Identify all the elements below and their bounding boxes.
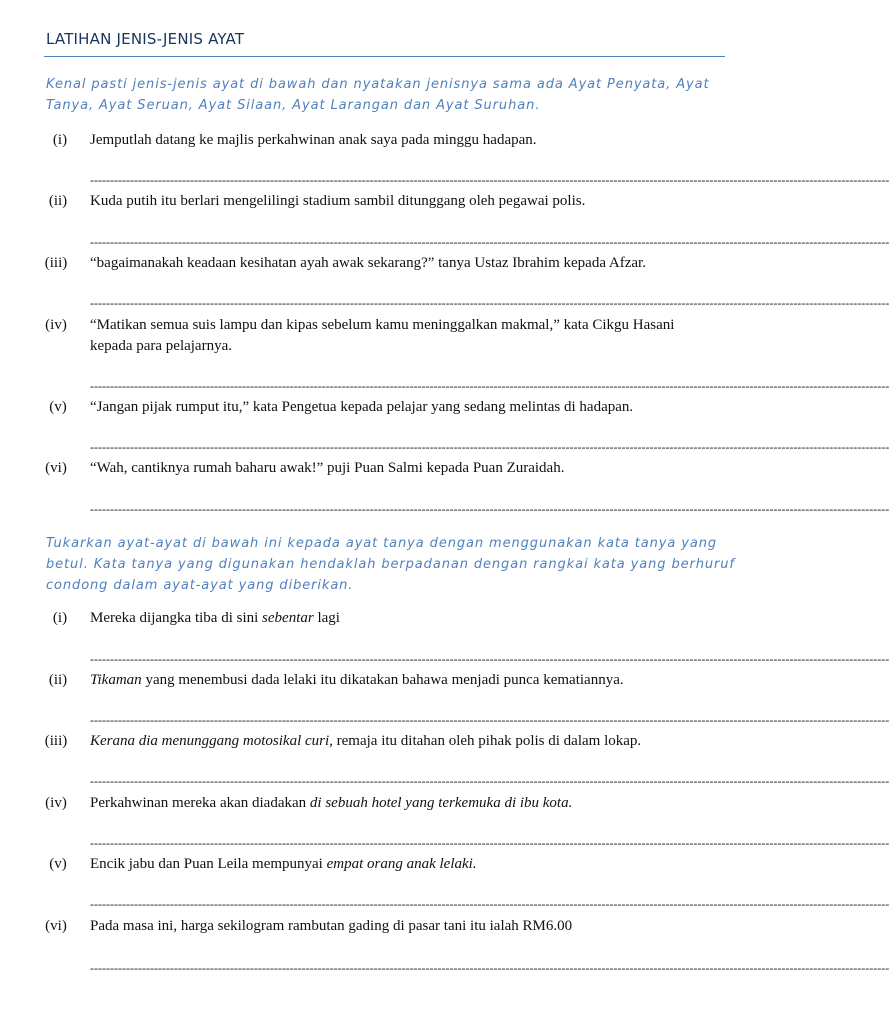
italic-phrase: empat orang anak lelaki. [326, 856, 477, 872]
italic-phrase: Tikaman [90, 672, 142, 688]
question-number: (vi) [45, 918, 67, 934]
question-text: “bagaimanakah keadaan kesihatan ayah awak sekarang?” tanya Ustaz Ibrahim kepada Afzar. [90, 255, 646, 271]
answer-line[interactable]: -------------------------------------------------------------------------------------------------------------------------------------------------------------------------------------------------------- [90, 173, 889, 187]
answer-line[interactable]: -------------------------------------------------------------------------------------------------------------------------------------------------------------------------------------------------------- [90, 440, 889, 454]
answer-line[interactable]: -------------------------------------------------------------------------------------------------------------------------------------------------------------------------------------------------------- [90, 961, 889, 975]
question-number: (iii) [44, 733, 68, 749]
title-underline [44, 56, 725, 57]
answer-line[interactable]: -------------------------------------------------------------------------------------------------------------------------------------------------------------------------------------------------------- [90, 652, 889, 666]
question-number: (vi) [45, 460, 67, 476]
answer-line[interactable]: -------------------------------------------------------------------------------------------------------------------------------------------------------------------------------------------------------- [90, 713, 889, 727]
question-number: (i) [52, 132, 68, 148]
question-number: (i) [52, 610, 68, 626]
question-text: “Jangan pijak rumput itu,” kata Pengetua kepada pelajar yang sedang melintas di hadapan. [90, 399, 634, 415]
answer-line[interactable]: -------------------------------------------------------------------------------------------------------------------------------------------------------------------------------------------------------- [90, 379, 889, 393]
question-number: (ii) [48, 193, 68, 209]
question-text: Perkahwinan mereka akan diadakan di sebuah hotel yang terkemuka di ibu kota. [90, 795, 573, 811]
question-text: Kuda putih itu berlari mengelilingi stadium sambil ditunggang oleh pegawai polis. [90, 193, 586, 209]
question-number: (v) [49, 856, 67, 872]
question-text: Mereka dijangka tiba di sini sebentar lagi [90, 610, 340, 626]
question-text: “Wah, cantiknya rumah baharu awak!” puji Puan Salmi kepada Puan Zuraidah. [90, 460, 565, 476]
question-text: Encik jabu dan Puan Leila mempunyai empat orang anak lelaki. [90, 856, 477, 872]
italic-phrase: di sebuah hotel yang terkemuka di ibu kota. [309, 795, 573, 811]
answer-line[interactable]: -------------------------------------------------------------------------------------------------------------------------------------------------------------------------------------------------------- [90, 296, 889, 310]
question-text: Tikaman yang menembusi dada lelaki itu dikatakan bahawa menjadi punca kematiannya. [90, 672, 624, 688]
answer-line[interactable]: -------------------------------------------------------------------------------------------------------------------------------------------------------------------------------------------------------- [90, 774, 889, 788]
question-number: (ii) [48, 672, 68, 688]
section1-instruction: Kenal pasti jenis-jenis ayat di bawah dan nyatakan jenisnya sama ada Ayat Penyata, Ayat Tanya, Ayat Seruan, Ayat Silaan, Ayat Larangan dan Ayat Suruhan. [46, 77, 710, 113]
italic-phrase: sebentar [262, 610, 314, 626]
answer-line[interactable]: -------------------------------------------------------------------------------------------------------------------------------------------------------------------------------------------------------- [90, 836, 889, 850]
question-number: (v) [49, 399, 67, 415]
answer-line[interactable]: -------------------------------------------------------------------------------------------------------------------------------------------------------------------------------------------------------- [90, 502, 889, 516]
section2-instruction: Tukarkan ayat-ayat di bawah ini kepada ayat tanya dengan menggunakan kata tanya yang betul. Kata tanya yang digunakan hendaklah berpadanan dengan rangkai kata yang berhuruf condong dalam ayat-ayat yang diberikan. [46, 536, 735, 593]
question-text: Jemputlah datang ke majlis perkahwinan anak saya pada minggu hadapan. [90, 132, 537, 148]
answer-line[interactable]: -------------------------------------------------------------------------------------------------------------------------------------------------------------------------------------------------------- [90, 897, 889, 911]
question-number: (iii) [44, 255, 68, 271]
question-text: Kerana dia menunggang motosikal curi, remaja itu ditahan oleh pihak polis di dalam lokap. [90, 733, 642, 749]
question-number: (iv) [45, 317, 67, 333]
italic-phrase: Kerana dia menunggang motosikal curi, [90, 733, 333, 749]
question-number: (iv) [45, 795, 67, 811]
answer-line[interactable]: -------------------------------------------------------------------------------------------------------------------------------------------------------------------------------------------------------- [90, 235, 889, 249]
page-title: LATIHAN JENIS-JENIS AYAT [46, 30, 245, 48]
question-text: “Matikan semua suis lampu dan kipas sebelum kamu meninggalkan makmal,” kata Cikgu Hasani kepada para pelajarnya. [90, 317, 675, 354]
question-text: Pada masa ini, harga sekilogram rambutan gading di pasar tani itu ialah RM6.00 [90, 918, 573, 934]
